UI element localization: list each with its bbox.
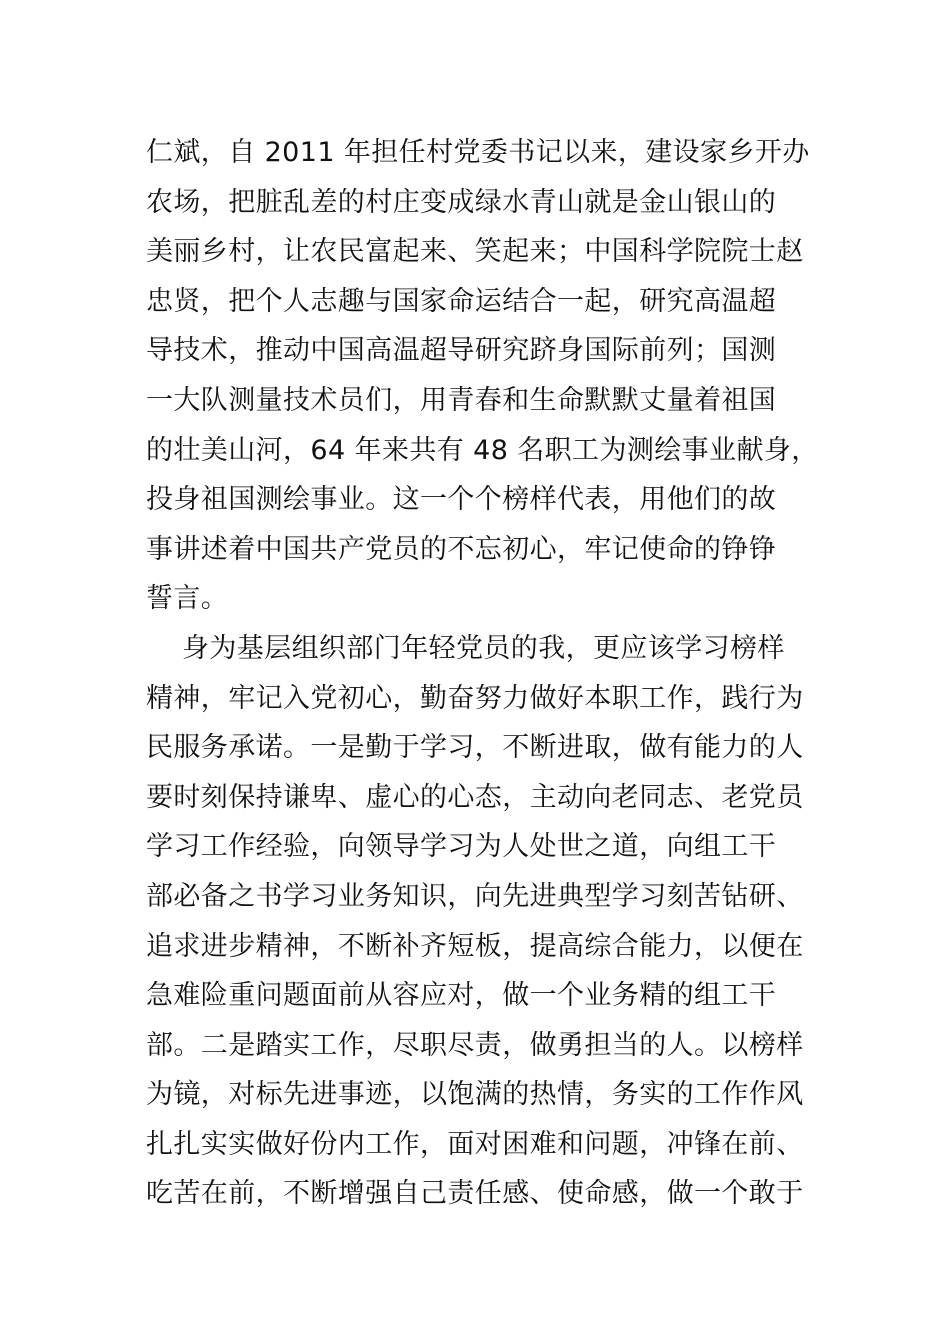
text-line: 部。二是踏实工作，尽职尽责，做勇担当的人。以榜样 (146, 1029, 804, 1061)
text-line: 身为基层组织部门年轻党员的我，更应该学习榜样 (182, 632, 785, 664)
text-line: 美丽乡村，让农民富起来、笑起来；中国科学院院士赵 (146, 236, 804, 268)
text-line: 急难险重问题面前从容应对，做一个业务精的组工干 (146, 980, 777, 1012)
text-line: 民服务承诺。一是勤于学习，不断进取，做有能力的人 (146, 732, 804, 764)
text-line: 农场，把脏乱差的村庄变成绿水青山就是金山银山的 (146, 186, 777, 218)
text-line: 一大队测量技术员们，用青春和生命默默丈量着祖国 (146, 384, 777, 416)
text-line: 要时刻保持谦卑、虚心的心态，主动向老同志、老党员 (146, 781, 804, 813)
text-line: 誓言。 (146, 583, 229, 615)
paragraph-2 (146, 624, 826, 1219)
text-line: 吃苦在前，不断增强自己责任感、使命感，做一个敢于 (146, 1178, 804, 1210)
text-line: 忠贤，把个人志趣与国家命运结合一起，研究高温超 (146, 285, 777, 317)
paragraph-1 (146, 128, 826, 624)
text-line: 事讲述着中国共产党员的不忘初心，牢记使命的铮铮 (146, 533, 777, 565)
text-line: 仁斌，自 2011 年担任村党委书记以来，建设家乡开办 (146, 137, 810, 168)
text-line: 学习工作经验，向领导学习为人处世之道，向组工干 (146, 831, 777, 863)
document-body (146, 128, 826, 1219)
text-line: 导技术，推动中国高温超导研究跻身国际前列；国测 (146, 335, 777, 367)
text-line: 部必备之书学习业务知识，向先进典型学习刻苦钻研、 (146, 880, 804, 912)
text-line: 为镜，对标先进事迹，以饱满的热情，务实的工作作风 (146, 1079, 804, 1111)
text-line: 精神，牢记入党初心，勤奋努力做好本职工作，践行为 (146, 682, 804, 714)
text-line: 的壮美山河，64 年来共有 48 名职工为测绘事业献身， (146, 434, 819, 466)
text-line: 追求进步精神，不断补齐短板，提高综合能力，以便在 (146, 930, 804, 962)
text-line: 扎扎实实做好份内工作，面对困难和问题，冲锋在前、 (146, 1128, 804, 1160)
text-line: 投身祖国测绘事业。这一个个榜样代表，用他们的故 (146, 484, 777, 516)
